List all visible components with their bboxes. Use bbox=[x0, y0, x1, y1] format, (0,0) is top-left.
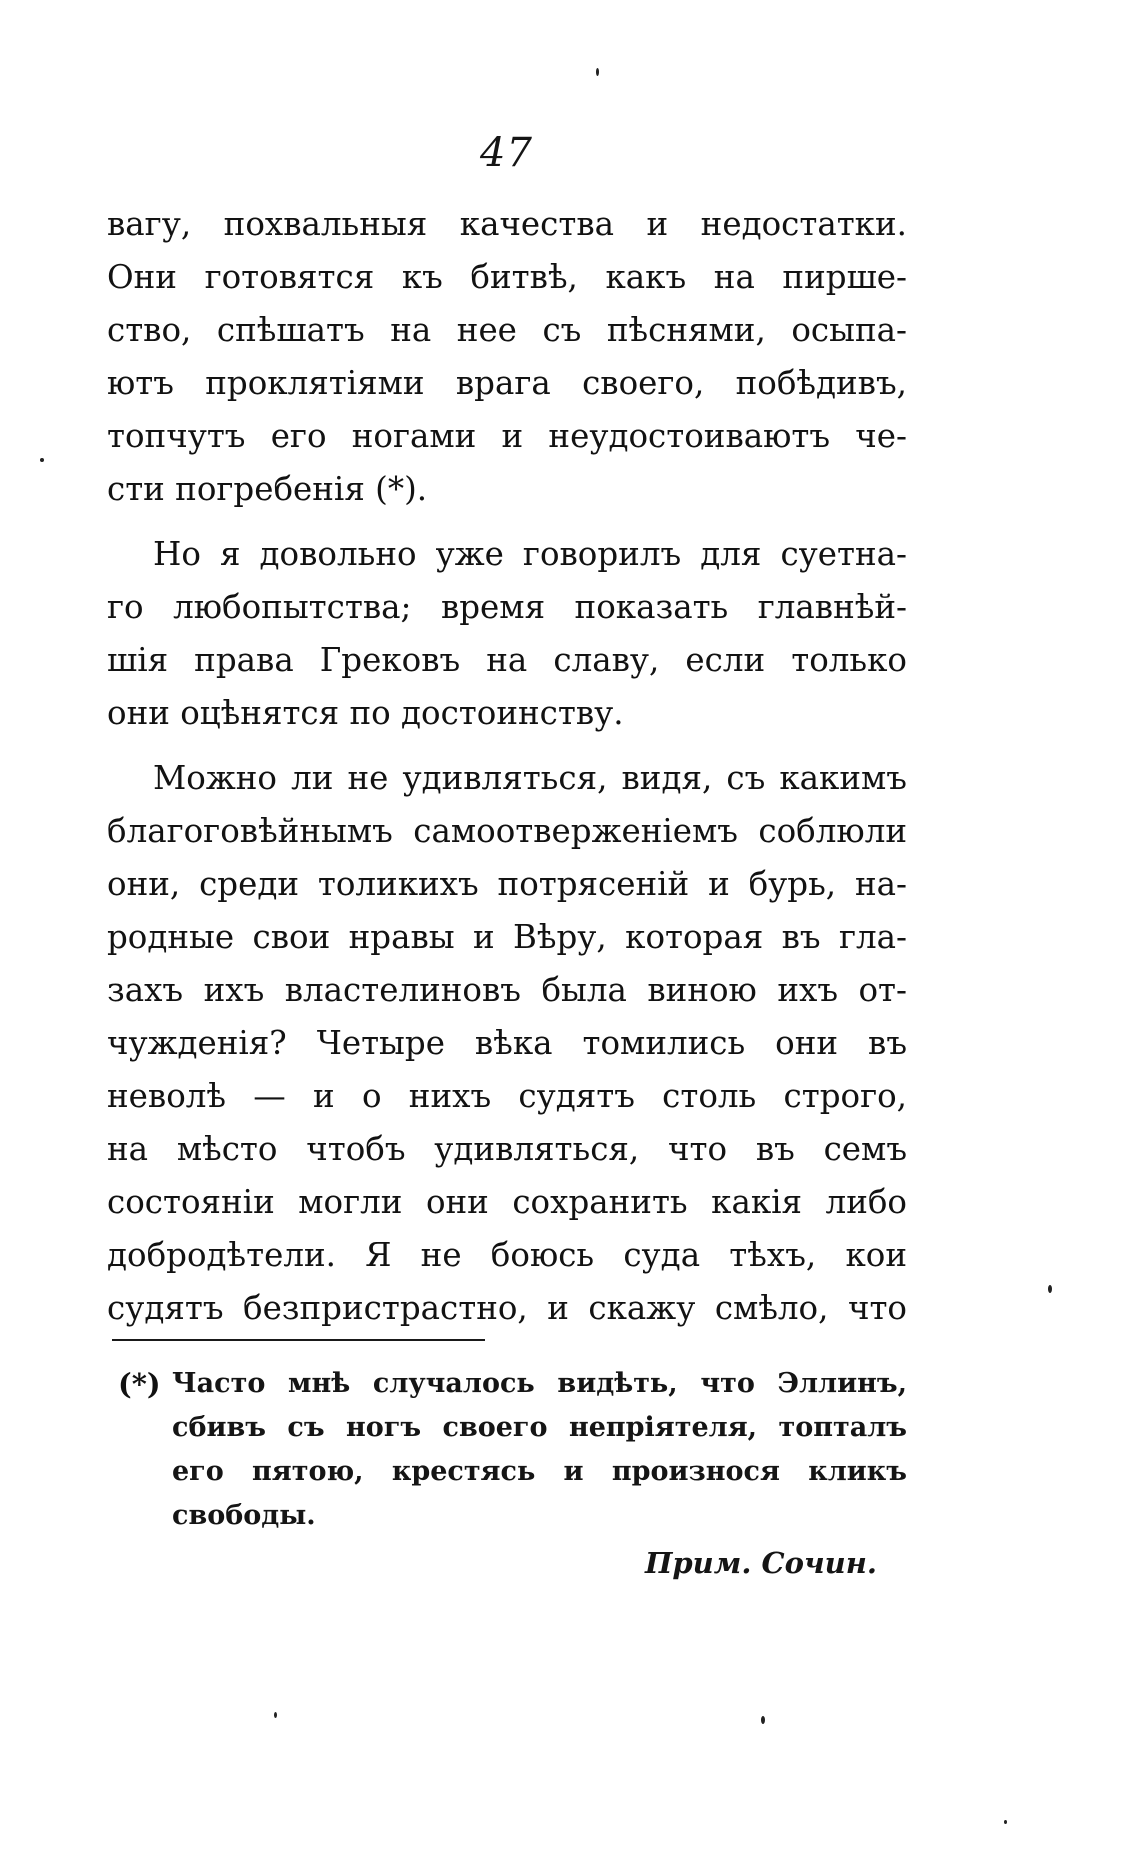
scan-speck bbox=[40, 458, 44, 462]
footnote-line: Часто мнѣ случалось видѣть, что Эллинъ, bbox=[172, 1368, 907, 1399]
footnote-signature: Прим. Сочин. bbox=[645, 1546, 877, 1580]
text-line: шія права Грековъ на славу, если только bbox=[107, 641, 907, 679]
footnote-line: его пятою, крестясь и произнося кликъ bbox=[172, 1456, 907, 1487]
text-line: захъ ихъ властелиновъ была виною ихъ от- bbox=[107, 971, 907, 1009]
footnote-line: свободы. bbox=[172, 1500, 316, 1531]
text-line: они оцѣнятся по достоинству. bbox=[107, 694, 624, 732]
scan-speck bbox=[274, 1712, 277, 1718]
scan-speck bbox=[1048, 1285, 1052, 1293]
text-line: благоговѣйнымъ самоотверженіемъ соблюли bbox=[107, 812, 907, 850]
text-line: судятъ безпристрастно, и скажу смѣло, что bbox=[107, 1289, 907, 1327]
scan-speck bbox=[596, 68, 599, 76]
footnote-divider bbox=[112, 1339, 485, 1341]
text-line: Но я довольно уже говорилъ для суетна- bbox=[153, 535, 907, 573]
footnote-marker: (*) bbox=[118, 1367, 161, 1401]
text-line: го любопытства; время показать главнѣй- bbox=[107, 588, 907, 626]
page-number: 47 bbox=[480, 130, 533, 176]
text-line: добродѣтели. Я не боюсь суда тѣхъ, кои bbox=[107, 1236, 907, 1274]
footnote-line: сбивъ съ ногъ своего непріятеля, топталъ bbox=[172, 1412, 907, 1443]
text-line: вагу, похвальныя качества и недостатки. bbox=[107, 205, 907, 243]
text-line: неволѣ — и о нихъ судятъ столь строго, bbox=[107, 1077, 907, 1115]
text-line: родные свои нравы и Вѣру, которая въ гла- bbox=[107, 918, 907, 956]
text-line: ство, спѣшатъ на нее съ пѣснями, осыпа- bbox=[107, 311, 907, 349]
text-line: топчутъ его ногами и неудостоиваютъ че- bbox=[107, 417, 907, 455]
scan-speck bbox=[761, 1716, 765, 1724]
text-line: они, среди толикихъ потрясеній и бурь, на- bbox=[107, 865, 907, 903]
text-line: Они готовятся къ битвѣ, какъ на пирше- bbox=[107, 258, 907, 296]
text-line: состояніи могли они сохранить какія либо bbox=[107, 1183, 907, 1221]
text-line: ютъ проклятіями врага своего, побѣдивъ, bbox=[107, 364, 907, 402]
text-line: сти погребенія (*). bbox=[107, 470, 428, 508]
scan-speck bbox=[1004, 1820, 1007, 1824]
text-line: чужденія? Четыре вѣка томились они въ bbox=[107, 1024, 907, 1062]
text-line: Можно ли не удивляться, видя, съ какимъ bbox=[153, 759, 907, 797]
text-line: на мѣсто чтобъ удивляться, что въ семъ bbox=[107, 1130, 907, 1168]
